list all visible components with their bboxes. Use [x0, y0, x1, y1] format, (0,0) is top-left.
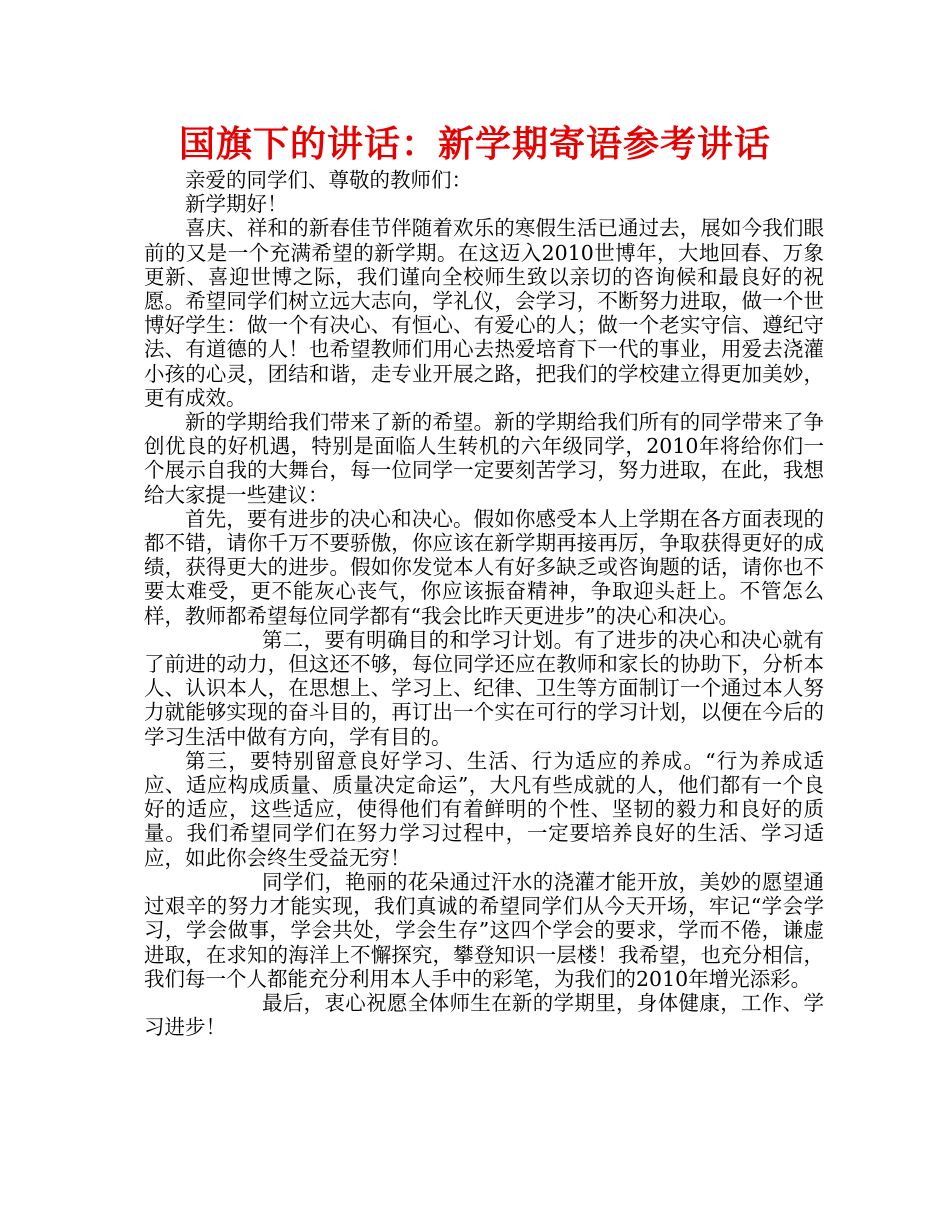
greeting: 新学期好！ [185, 192, 288, 217]
document-title: 国旗下的讲话：新学期寄语参考讲话 [178, 124, 771, 165]
paragraph-first-suggestion: 首先，要有进步的决心和决心。假如你感受本人上学期在各方面表现的都不错，请你千万不要骄傲，你应该在新学期再接再厉，争取获得更好的成绩，获得更大的进步。假如你发觉本人有好多缺乏或咨询题的话，请你也不要太难受，更不能灰心丧气，你应该振奋精神，争取迎头赶上。不管怎么样，教师都希望每位同学都有“我会比昨天更进步”的决心和决心。 [144, 506, 824, 628]
paragraph-second-suggestion: 第二，要有明确目的和学习计划。有了进步的决心和决心就有了前进的动力，但这还不够，每位同学还应在教师和家长的协助下，分析本人、认识本人，在思想上、学习上、纪律、卫生等方面制订一个通过本人努力就能够实现的奋斗目的，再订出一个实在可行的学习计划，以便在今后的学习生活中做有方向，学有目的。 [144, 627, 824, 749]
paragraph-new-hope: 新的学期给我们带来了新的希望。新的学期给我们所有的同学带来了争创优良的好机遇，特别是面临人生转机的六年级同学，2010年将给你们一个展示自我的大舞台，每一位同学一定要刻苦学习，努力进取，在此，我想给大家提一些建议： [144, 410, 824, 507]
paragraph-encouragement: 同学们，艳丽的花朵通过汗水的浇灌才能开放，美妙的愿望通过艰辛的努力才能实现，我们真诚的希望同学们从今天开场，牢记“学会学习，学会做事，学会共处，学会生存”这四个学会的要求，学而不倦，谦虚进取，在求知的海洋上不懈探究，攀登知识一层楼！我希望，也充分相信，我们每一个人都能充分利用本人手中的彩笔，为我们的2010年增光添彩。 [144, 869, 824, 991]
paragraph-closing-wishes: 最后，衷心祝愿全体师生在新的学期里，身体健康，工作、学习进步！ [144, 990, 824, 1040]
document-body [144, 168, 824, 1039]
salutation: 亲爱的同学们、尊敬的教师们： [185, 168, 472, 192]
paragraph-third-suggestion: 第三，要特别留意良好学习、生活、行为适应的养成。“行为养成适应、适应构成质量、质量决定命运”，大凡有些成就的人，他们都有一个良好的适应，这些适应，使得他们有着鲜明的个性、坚韧的毅力和良好的质量。我们希望同学们在努力学习过程中，一定要培养良好的生活、学习适应，如此你会终生受益无穷！ [144, 748, 824, 870]
paragraph-new-semester: 喜庆、祥和的新春佳节伴随着欢乐的寒假生活已通过去，展如今我们眼前的又是一个充满希望的新学期。在这迈入2010世博年，大地回春、万象更新、喜迎世博之际，我们谨向全校师生致以亲切的咨询候和最良好的祝愿。希望同学们树立远大志向，学礼仪，会学习，不断努力进取，做一个世博好学生：做一个有决心、有恒心、有爱心的人；做一个老实守信、遵纪守法、有道德的人！也希望教师们用心去热爱培育下一代的事业，用爱去浇灌小孩的心灵，团结和谐，走专业开展之路，把我们的学校建立得更加美妙，更有成效。 [144, 216, 824, 410]
